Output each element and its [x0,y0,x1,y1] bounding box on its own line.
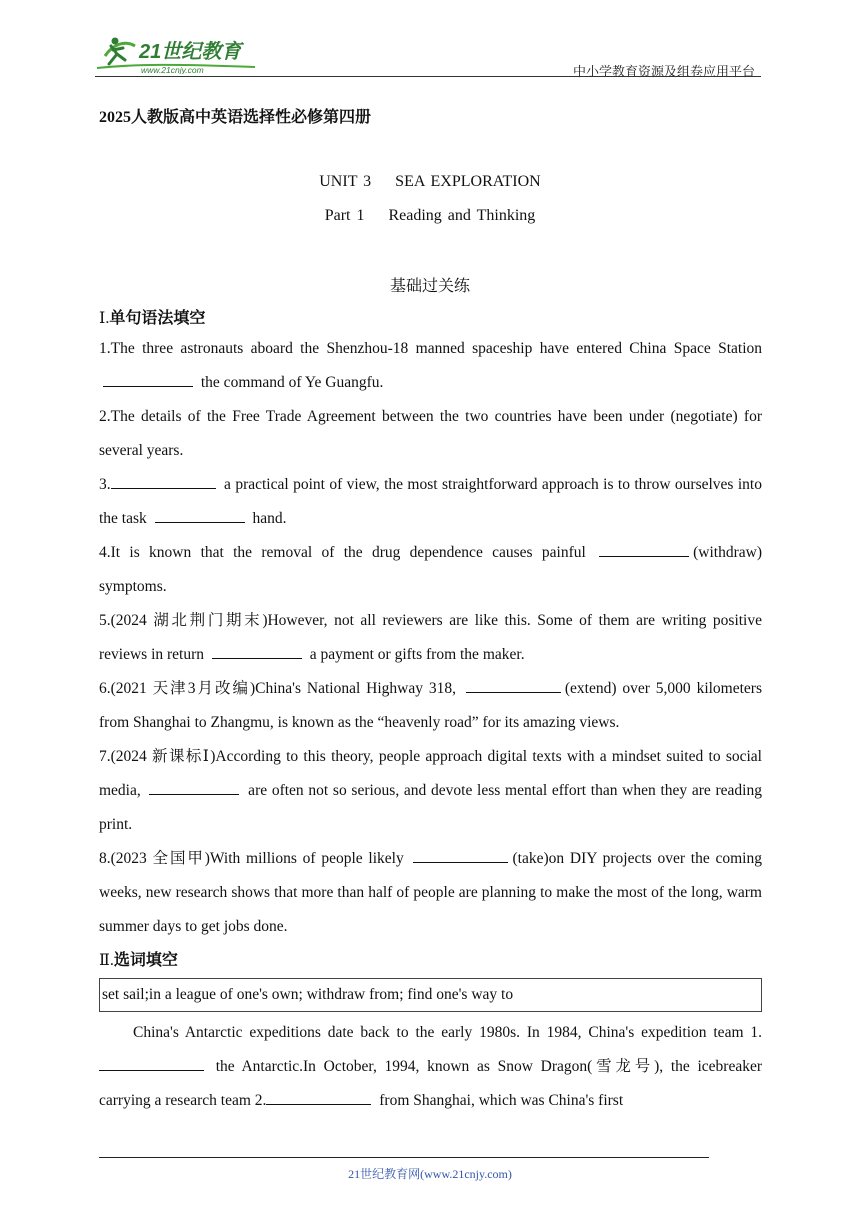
section-1-roman: Ⅰ. [99,310,110,327]
logo-url: www.21cnjy.com [141,65,204,74]
question-2: 2.The details of the Free Trade Agreement between the two countries have been under (negotiate) for several years. [99,408,762,459]
unit-title: UNIT 3 SEA EXPLORATION [319,173,541,190]
answer-blank[interactable] [599,540,689,557]
question-1-text: 1.The three astronauts aboard the Shenzhou-18 manned spaceship have entered China Space Station [99,340,762,357]
question-7 [99,740,762,842]
section-1-label: 单句语法填空 [109,310,206,327]
passage-part-1: China's Antarctic expeditions date back to the early 1980s. In 1984, China's expedition team 1. [133,1024,762,1041]
passage-text [99,1016,762,1118]
answer-blank[interactable] [413,846,508,863]
exercise-content [99,306,762,1118]
question-3-text: a practical point of view, the most straightforward approach is to throw ourselves into the task [99,476,762,527]
section-heading: 基础过关练 [389,278,470,295]
page-header [95,30,761,78]
answer-blank[interactable] [99,1054,204,1071]
word-bank-box: set sail;in a league of one's own; withdraw from; find one's way to [99,978,762,1012]
question-5 [99,604,762,672]
header-divider [95,76,761,77]
logo-text: 21世纪教育 [139,41,242,63]
answer-blank[interactable] [155,506,245,523]
question-3-text-end: hand. [248,510,287,527]
footer-link[interactable]: 21世纪教育网(www.21cnjy.com) [348,1167,512,1181]
header-platform-text: 中小学教育资源及组卷应用平台 [572,64,755,79]
question-4 [99,536,762,604]
question-6 [99,672,762,740]
question-1-text-end: the command of Ye Guangfu. [197,374,384,391]
question-8 [99,842,762,944]
answer-blank[interactable] [103,370,193,387]
document-title: 2025人教版高中英语选择性必修第四册 [99,109,372,126]
footer-divider [99,1157,709,1158]
logo-21cnjy [95,34,265,74]
question-3-number: 3. [99,476,111,493]
question-6-text: 6.(2021 天津3月改编)China's National Highway 318, [99,680,462,697]
question-4-text: 4.It is known that the removal of the drug dependence causes painful [99,544,596,561]
question-5-text-end: a payment or gifts from the maker. [305,646,525,663]
answer-blank[interactable] [212,642,302,659]
question-1 [99,332,762,400]
question-5-text: 5.(2024 湖北荆门期末)However, not all reviewers are like this. Some of them are writing positive reviews in return [99,612,762,663]
question-4-text-end: (withdraw) symptoms. [99,544,762,595]
question-7-text: 7.(2024 新课标Ⅰ)According to this theory, people approach digital texts with a mindset suited to social media, [99,748,762,799]
passage-part-3: from Shanghai, which was China's first [375,1092,624,1109]
question-3 [99,468,762,536]
section-2-title [99,948,762,974]
answer-blank[interactable] [149,778,239,795]
part-title: Part 1 Reading and Thinking [324,207,536,224]
question-7-text-end: are often not so serious, and devote less mental effort than when they are reading print. [99,782,762,833]
answer-blank[interactable] [266,1088,371,1105]
section-2-roman: Ⅱ. [99,952,114,969]
question-8-text: 8.(2023 全国甲)With millions of people likely [99,850,410,867]
answer-blank[interactable] [466,676,561,693]
question-8-text-end: (take)on DIY projects over the coming weeks, new research shows that more than half of people are planning to make the most of the long, warm summer days to get jobs done. [99,850,762,935]
passage-part-2: the Antarctic.In October, 1994, known as Snow Dragon(雪龙号), the icebreaker carrying a research team 2. [99,1058,762,1109]
question-6-text-end: (extend) over 5,000 kilometers from Shanghai to Zhangmu, is known as the “heavenly road” for its amazing views. [99,680,762,731]
section-1-title [99,306,762,332]
answer-blank[interactable] [111,472,216,489]
section-2-label: 选词填空 [113,952,178,969]
